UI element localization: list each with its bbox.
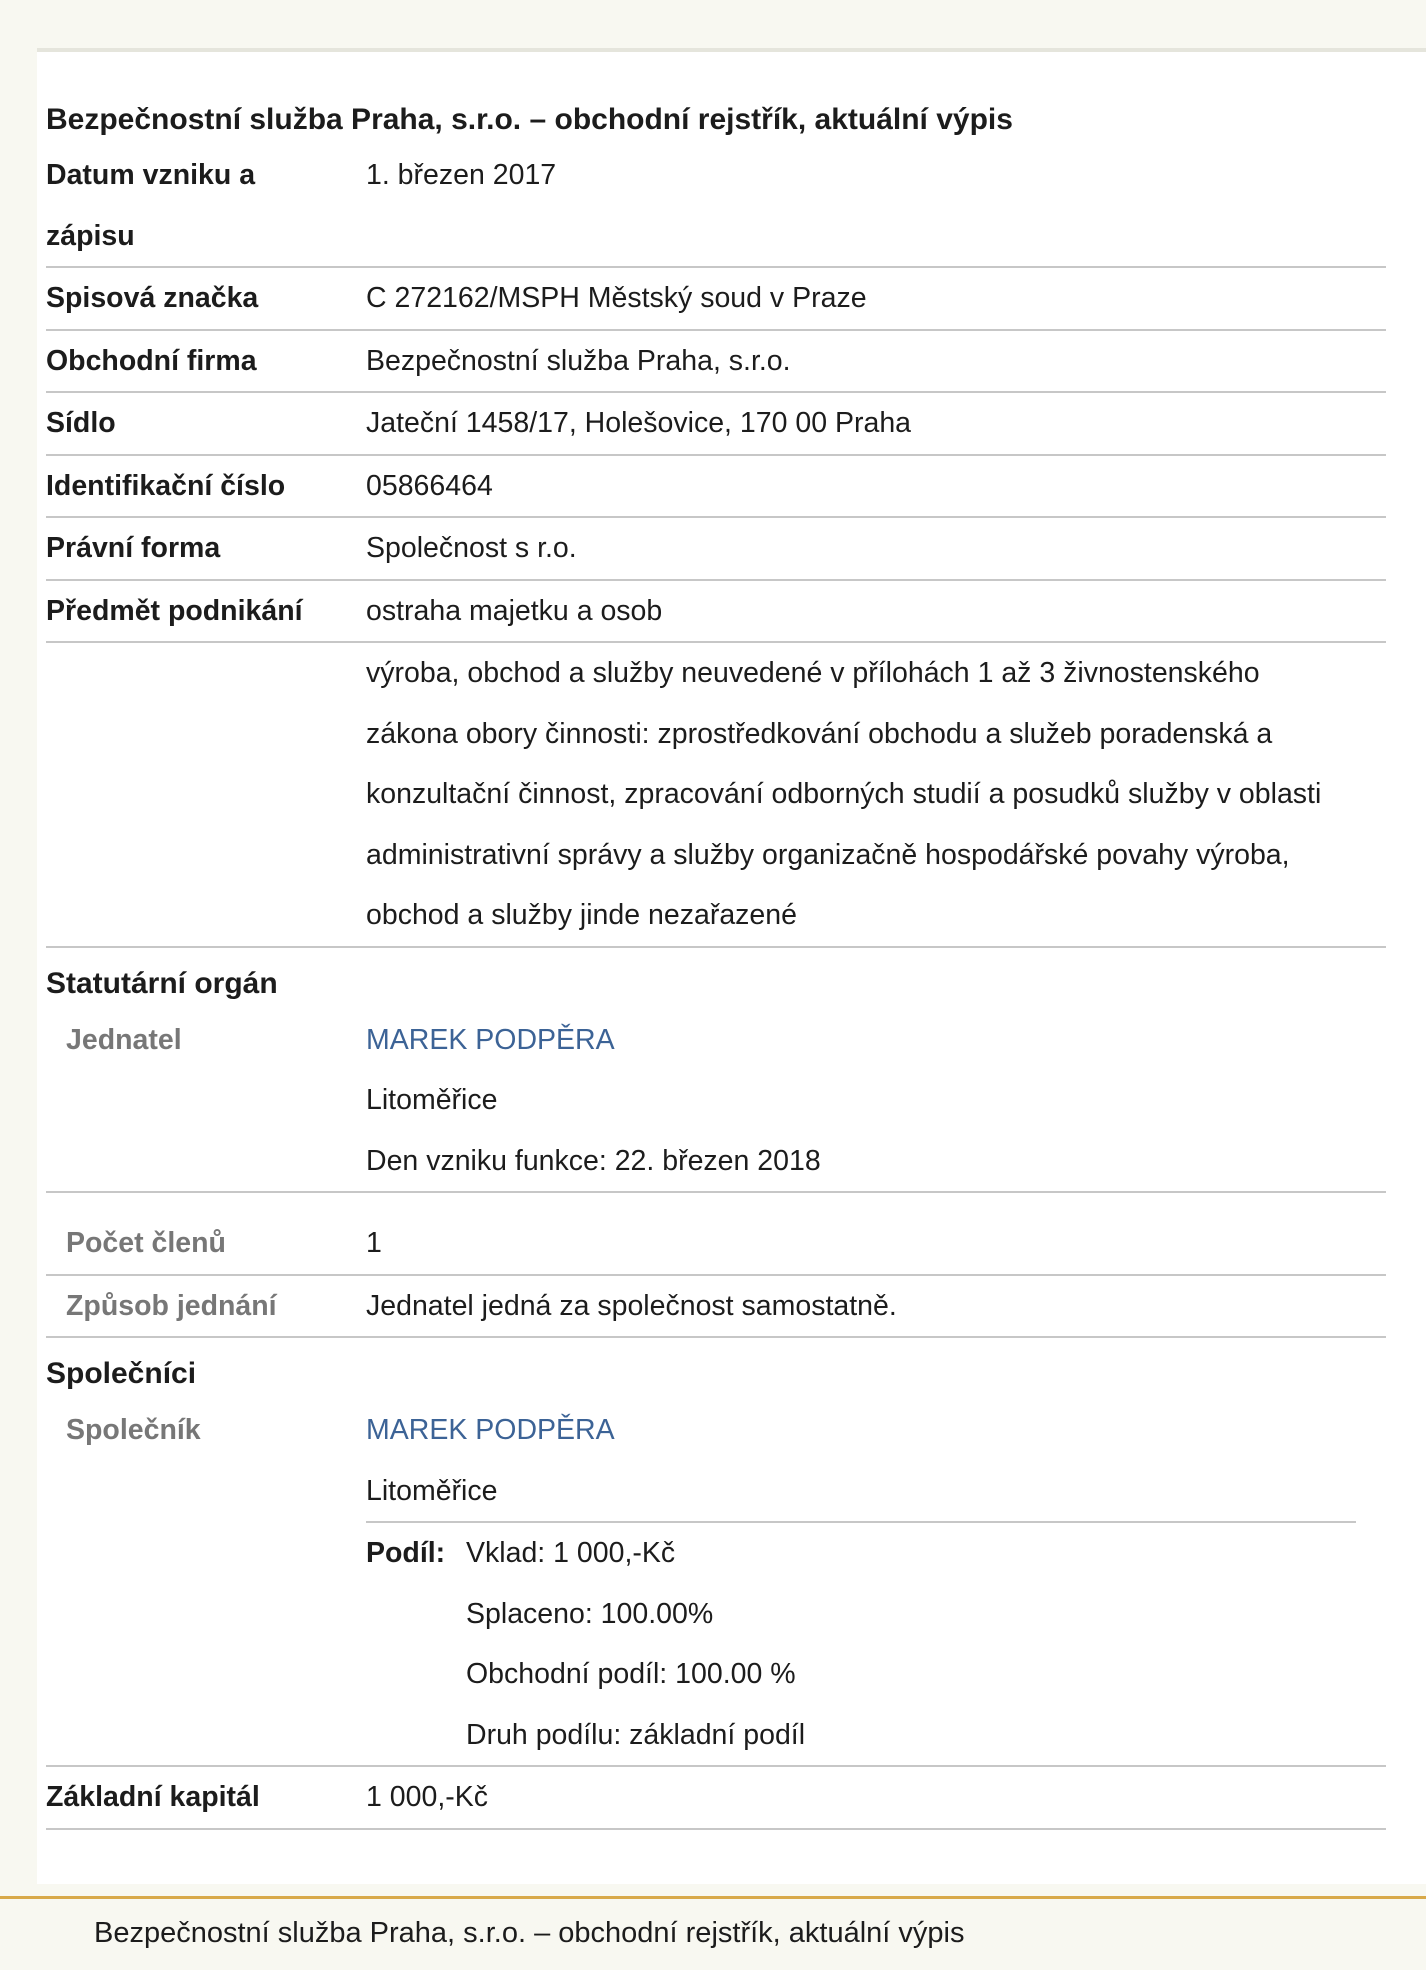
row-zpusob <box>46 1276 1386 1339</box>
spolecnik-name-link[interactable]: MAREK PODPĚRA <box>366 1414 615 1446</box>
value-predmet-2 <box>366 643 1386 946</box>
predmet-line: zákona obory činnosti: zprostředkování obchodu a služeb poradenská a <box>366 717 1273 750</box>
footer <box>0 1899 1426 1970</box>
label-zpusob: Způsob jednání <box>66 1289 277 1322</box>
label-pocet: Počet členů <box>66 1227 226 1259</box>
label-jednatel: Jednatel <box>66 1023 182 1056</box>
value-kapital: 1 000,-Kč <box>366 1781 488 1813</box>
row-spolecnik <box>46 1400 1386 1767</box>
spolecnik-city: Litoměřice <box>366 1474 498 1507</box>
podil-line: Druh podílu: základní podíl <box>466 1718 806 1751</box>
document-content <box>46 100 1386 1830</box>
jednatel-since: Den vzniku funkce: 22. březen 2018 <box>366 1144 821 1177</box>
predmet-line: výroba, obchod a služby neuvedené v přílohách 1 až 3 živnostenského <box>366 657 1260 689</box>
value-datum: 1. březen 2017 <box>366 159 557 191</box>
label-sidlo: Sídlo <box>46 407 116 439</box>
value-predmet-1: ostraha majetku a osob <box>366 594 663 627</box>
podil-block <box>366 1521 1356 1765</box>
row-predmet-1 <box>46 581 1386 644</box>
row-forma <box>46 518 1386 581</box>
value-ico: 05866464 <box>366 469 493 502</box>
podil-line: Splaceno: 100.00% <box>466 1597 714 1630</box>
footer-text: Bezpečnostní služba Praha, s.r.o. – obchodní rejstřík, aktuální výpis <box>94 1917 965 1949</box>
row-kapital <box>46 1767 1386 1830</box>
value-zpusob: Jednatel jedná za společnost samostatně. <box>366 1289 897 1322</box>
podil-line: Vklad: 1 000,-Kč <box>466 1537 676 1569</box>
predmet-line: obchod a služby jinde nezařazené <box>366 899 797 931</box>
row-datum <box>46 145 1386 268</box>
label-predmet: Předmět podnikání <box>46 594 303 627</box>
label-datum-1: Datum vzniku a <box>46 159 256 191</box>
predmet-line: konzultační činnost, zpracování odborných studií a posudků služby v oblasti <box>366 778 1322 810</box>
jednatel-name-link[interactable]: MAREK PODPĚRA <box>366 1023 615 1056</box>
value-spisova: C 272162/MSPH Městský soud v Praze <box>366 282 867 314</box>
label-firma: Obchodní firma <box>46 344 257 377</box>
section-statutarni-heading: Statutární orgán <box>46 966 278 1000</box>
page-title: Bezpečnostní služba Praha, s.r.o. – obchodní rejstřík, aktuální výpis <box>46 103 1013 136</box>
jednatel-city: Litoměřice <box>366 1084 498 1116</box>
label-kapital: Základní kapitál <box>46 1781 260 1813</box>
row-pocet <box>46 1193 1386 1276</box>
label-forma: Právní forma <box>46 532 221 564</box>
value-forma: Společnost s r.o. <box>366 532 577 564</box>
label-datum-2: zápisu <box>46 219 135 252</box>
row-sidlo <box>46 393 1386 456</box>
row-ico <box>46 456 1386 519</box>
label-spisova: Spisová značka <box>46 282 259 314</box>
document-card <box>37 48 1426 1884</box>
predmet-line: administrativní správy a služby organizačně hospodářské povahy výroba, <box>366 838 1290 871</box>
label-ico: Identifikační číslo <box>46 469 286 502</box>
row-firma <box>46 331 1386 394</box>
label-spolecnik: Společník <box>66 1414 201 1446</box>
value-firma: Bezpečnostní služba Praha, s.r.o. <box>366 344 791 377</box>
row-jednatel <box>46 1010 1386 1194</box>
podil-line: Obchodní podíl: 100.00 % <box>466 1658 796 1690</box>
row-spisova <box>46 268 1386 331</box>
value-pocet: 1 <box>366 1227 382 1259</box>
value-sidlo: Jateční 1458/17, Holešovice, 170 00 Praha <box>366 407 912 439</box>
section-spolecnici-heading: Společníci <box>46 1357 197 1390</box>
podil-label: Podíl: <box>366 1537 446 1569</box>
row-predmet-2 <box>46 643 1386 948</box>
